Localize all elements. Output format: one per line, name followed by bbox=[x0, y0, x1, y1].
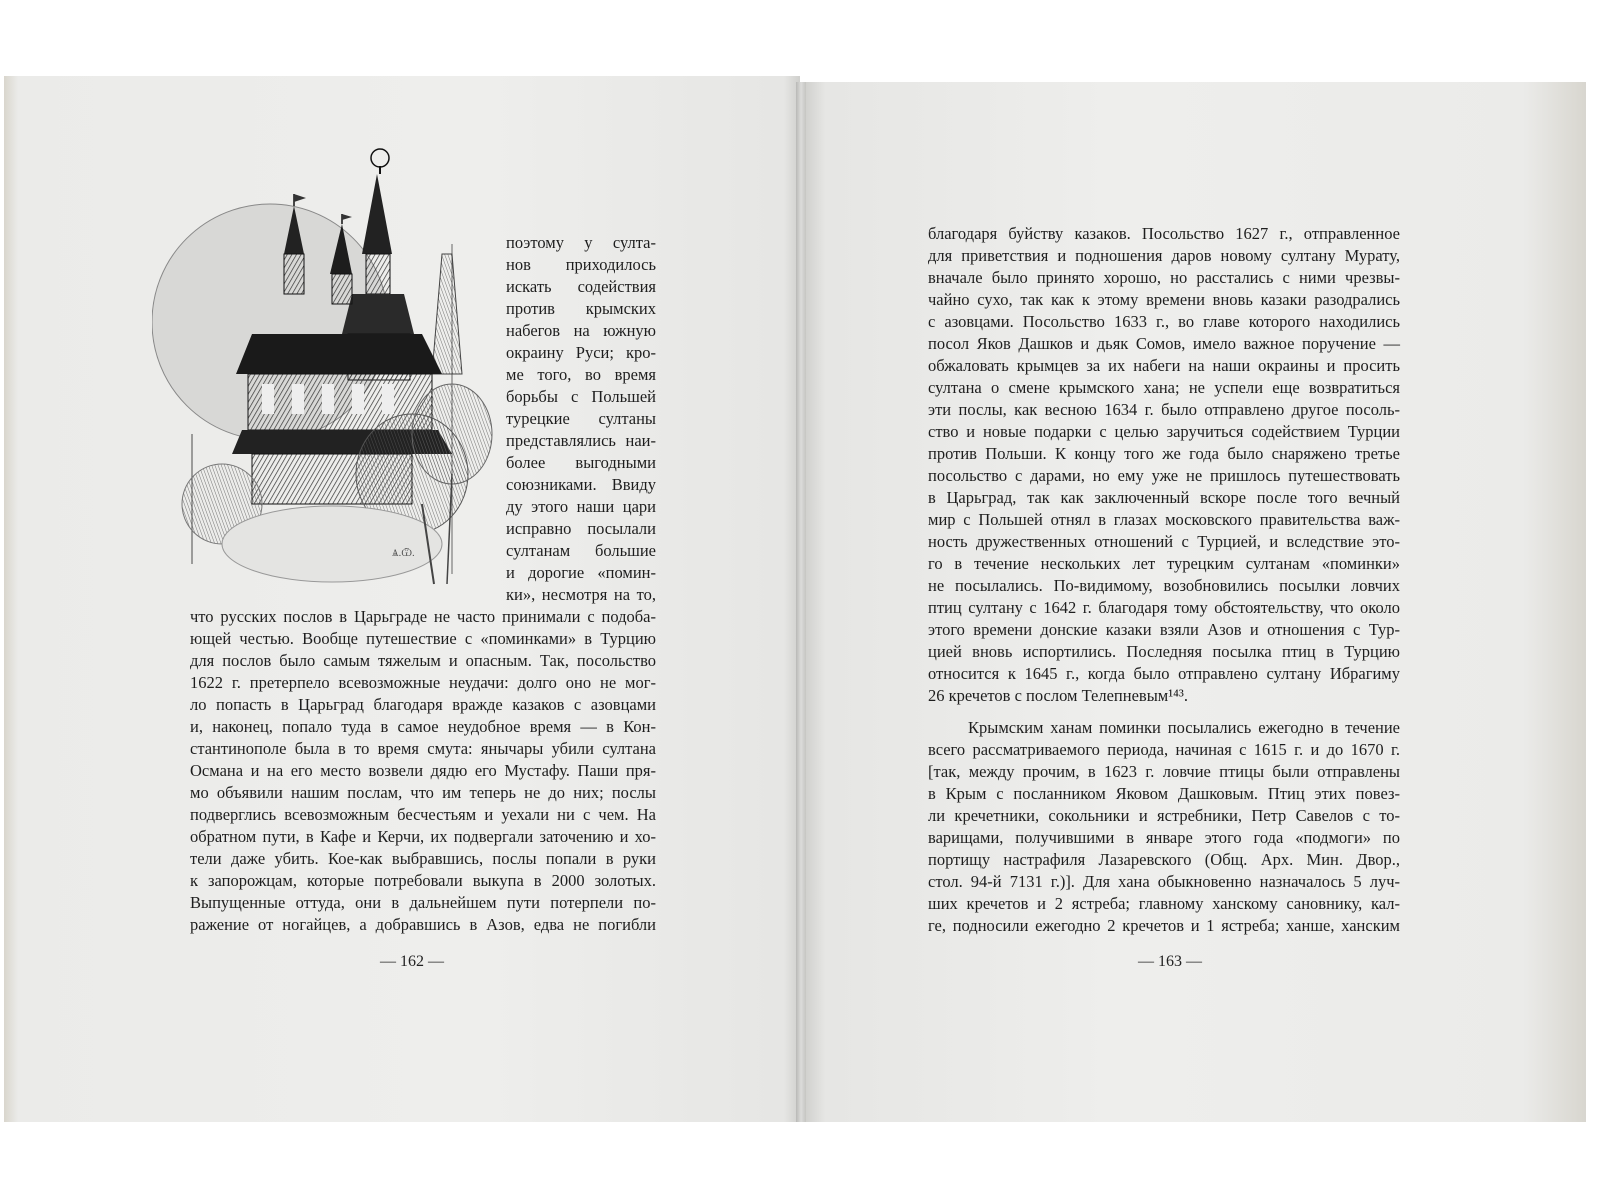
text-line: ду этого наши цари bbox=[506, 497, 656, 516]
text-line: обжаловать крымцев за их набеги на наши окраины и просить bbox=[928, 356, 1400, 375]
text-line: относится к 1645 г., когда было отправлено султану Ибрагиму bbox=[928, 664, 1400, 683]
text-line: для послов было самым тяжелым и опасным. Так, посольство bbox=[190, 651, 656, 670]
artist-signature: Ѧ.Ѿ. bbox=[392, 549, 415, 559]
text-line: мир с Польшей отнял в глазах московского правительства важ- bbox=[928, 510, 1400, 529]
text-line: птиц султану с 1642 г. благодаря тому обстоятельству, что около bbox=[928, 598, 1400, 617]
text-line: ющей честью. Вообще путешествие с «поминками» в Турцию bbox=[190, 629, 656, 648]
text-line: не посылались. По-видимому, возобновились посылки ловчих bbox=[928, 576, 1400, 595]
text-line: цией вновь испортились. Последняя посылка птиц в Турцию bbox=[928, 642, 1400, 661]
page-number-left: — 162 — bbox=[380, 953, 444, 970]
text-line: султанам большие bbox=[506, 541, 656, 560]
text-line: стантинополе была в то время смута: янычары убили султана bbox=[190, 739, 656, 758]
text-line: в Царьград, так как заключенный вскоре после того вечный bbox=[928, 488, 1400, 507]
text-line: борьбы с Польшей bbox=[506, 387, 656, 406]
text-line: против крымских bbox=[506, 299, 656, 318]
text-line: набегов на южную bbox=[506, 321, 656, 340]
text-line: обратном пути, в Кафе и Керчи, их подвергали заточению и хо- bbox=[190, 827, 656, 846]
text-line: посол Яков Дашков и дьяк Сомов, имело важное поручение — bbox=[928, 334, 1400, 353]
text-line: поэтому у султа- bbox=[506, 233, 656, 252]
text-line: подверглись всевозможным бесчестьям и уехали ни с чем. На bbox=[190, 805, 656, 824]
text-line: ге, подносили ежегодно 2 кречетов и 1 ястреба; ханше, ханским bbox=[928, 916, 1400, 935]
text-line: ших кречетов и 2 ястреба; главному ханскому сановнику, кал- bbox=[928, 894, 1400, 913]
text-line: варищами, получившими в январе этого года «подмоги» по bbox=[928, 828, 1400, 847]
text-line: что русских послов в Царьграде не часто принимали с подоба- bbox=[190, 607, 656, 626]
text-line: го в течение нескольких лет турецким султанам «поминки» bbox=[928, 554, 1400, 573]
text-line: турецкие султаны bbox=[506, 409, 656, 428]
text-line: портищу настрафиля Лазаревского (Общ. Арх. Мин. Двор., bbox=[928, 850, 1400, 869]
text-line: 26 кречетов с послом Телепневым¹⁴³. bbox=[928, 686, 1188, 705]
text-line: ражение от ногайцев, а добравшись в Азов, едва не погибли bbox=[190, 915, 656, 934]
text-line: исправно посылали bbox=[506, 519, 656, 538]
text-line: мо объявили нашим послам, что им теперь не до них; послы bbox=[190, 783, 656, 802]
text-line: и дорогие «помин- bbox=[506, 563, 656, 582]
text-line: посольство с дарами, но ему уже не пришлось путешествовать bbox=[928, 466, 1400, 485]
text-line: ло попасть в Царьград благодаря вражде казаков с азовцами bbox=[190, 695, 656, 714]
book-spine bbox=[796, 82, 806, 1122]
text-line: ки», несмотря на то, bbox=[506, 585, 656, 604]
text-line: Крымским ханам поминки посылались ежегодно в течение bbox=[968, 718, 1400, 737]
text-line: нов приходилось bbox=[506, 255, 656, 274]
text-line: эти послы, как весною 1634 г. было отправлено другое посоль- bbox=[928, 400, 1400, 419]
text-line: для приветствия и подношения даров новому султану Мурату, bbox=[928, 246, 1400, 265]
text-line: и, наконец, попало туда в самое неудобное время — в Кон- bbox=[190, 717, 656, 736]
text-line: окраину Руси; кро- bbox=[506, 343, 656, 362]
text-line: [так, между прочим, в 1623 г. ловчие птицы были отправлены bbox=[928, 762, 1400, 781]
text-line: ство и новые подарки с целью заручиться содействием Турции bbox=[928, 422, 1400, 441]
text-line: всего рассматриваемого периода, начиная с 1615 г. и до 1670 г. bbox=[928, 740, 1400, 759]
text-line: Выпущенные оттуда, они в дальнейшем пути потерпели по- bbox=[190, 893, 656, 912]
text-line: стол. 94-й 7131 г.)]. Для хана обыкновенно назначалось 5 луч- bbox=[928, 872, 1400, 891]
text-line: с азовцами. Посольство 1633 г., во главе которого находились bbox=[928, 312, 1400, 331]
text-line: в Крым с посланником Яковом Дашковым. Птиц этих повез- bbox=[928, 784, 1400, 803]
text-line: вначале было принято хорошо, но расстались с ними чрезвы- bbox=[928, 268, 1400, 287]
text-line: искать содействия bbox=[506, 277, 656, 296]
text-line: ли кречетники, сокольники и ястребники, Петр Савелов с то- bbox=[928, 806, 1400, 825]
palace-engraving-illustration bbox=[152, 144, 500, 596]
text-line: чайно сухо, так как к этому времени вновь казаки разодрались bbox=[928, 290, 1400, 309]
text-line: благодаря буйству казаков. Посольство 1627 г., отправленное bbox=[928, 224, 1400, 243]
text-line: представлялись наи- bbox=[506, 431, 656, 450]
text-line: султана о смене крымского хана; не успели еще возвратиться bbox=[928, 378, 1400, 397]
text-line: тели даже убить. Кое-как выбравшись, послы попали в руки bbox=[190, 849, 656, 868]
text-line: более выгодными bbox=[506, 453, 656, 472]
text-line: ме того, во время bbox=[506, 365, 656, 384]
page-number-right: — 163 — bbox=[1138, 953, 1202, 970]
text-line: ность дружественных отношений с Турцией, и вследствие это- bbox=[928, 532, 1400, 551]
text-line: против Польши. К концу того же года было снаряжено третье bbox=[928, 444, 1400, 463]
text-line: к запорожцам, которые потребовали выкупа в 2000 золотых. bbox=[190, 871, 656, 890]
text-line: союзниками. Ввиду bbox=[506, 475, 656, 494]
text-line: Османа и на его место возвели дядю его Мустафу. Паши пря- bbox=[190, 761, 656, 780]
text-line: этого времени донские казаки взяли Азов и отношения с Тур- bbox=[928, 620, 1400, 639]
text-line: 1622 г. претерпело всевозможные неудачи: долго оно не мог- bbox=[190, 673, 656, 692]
